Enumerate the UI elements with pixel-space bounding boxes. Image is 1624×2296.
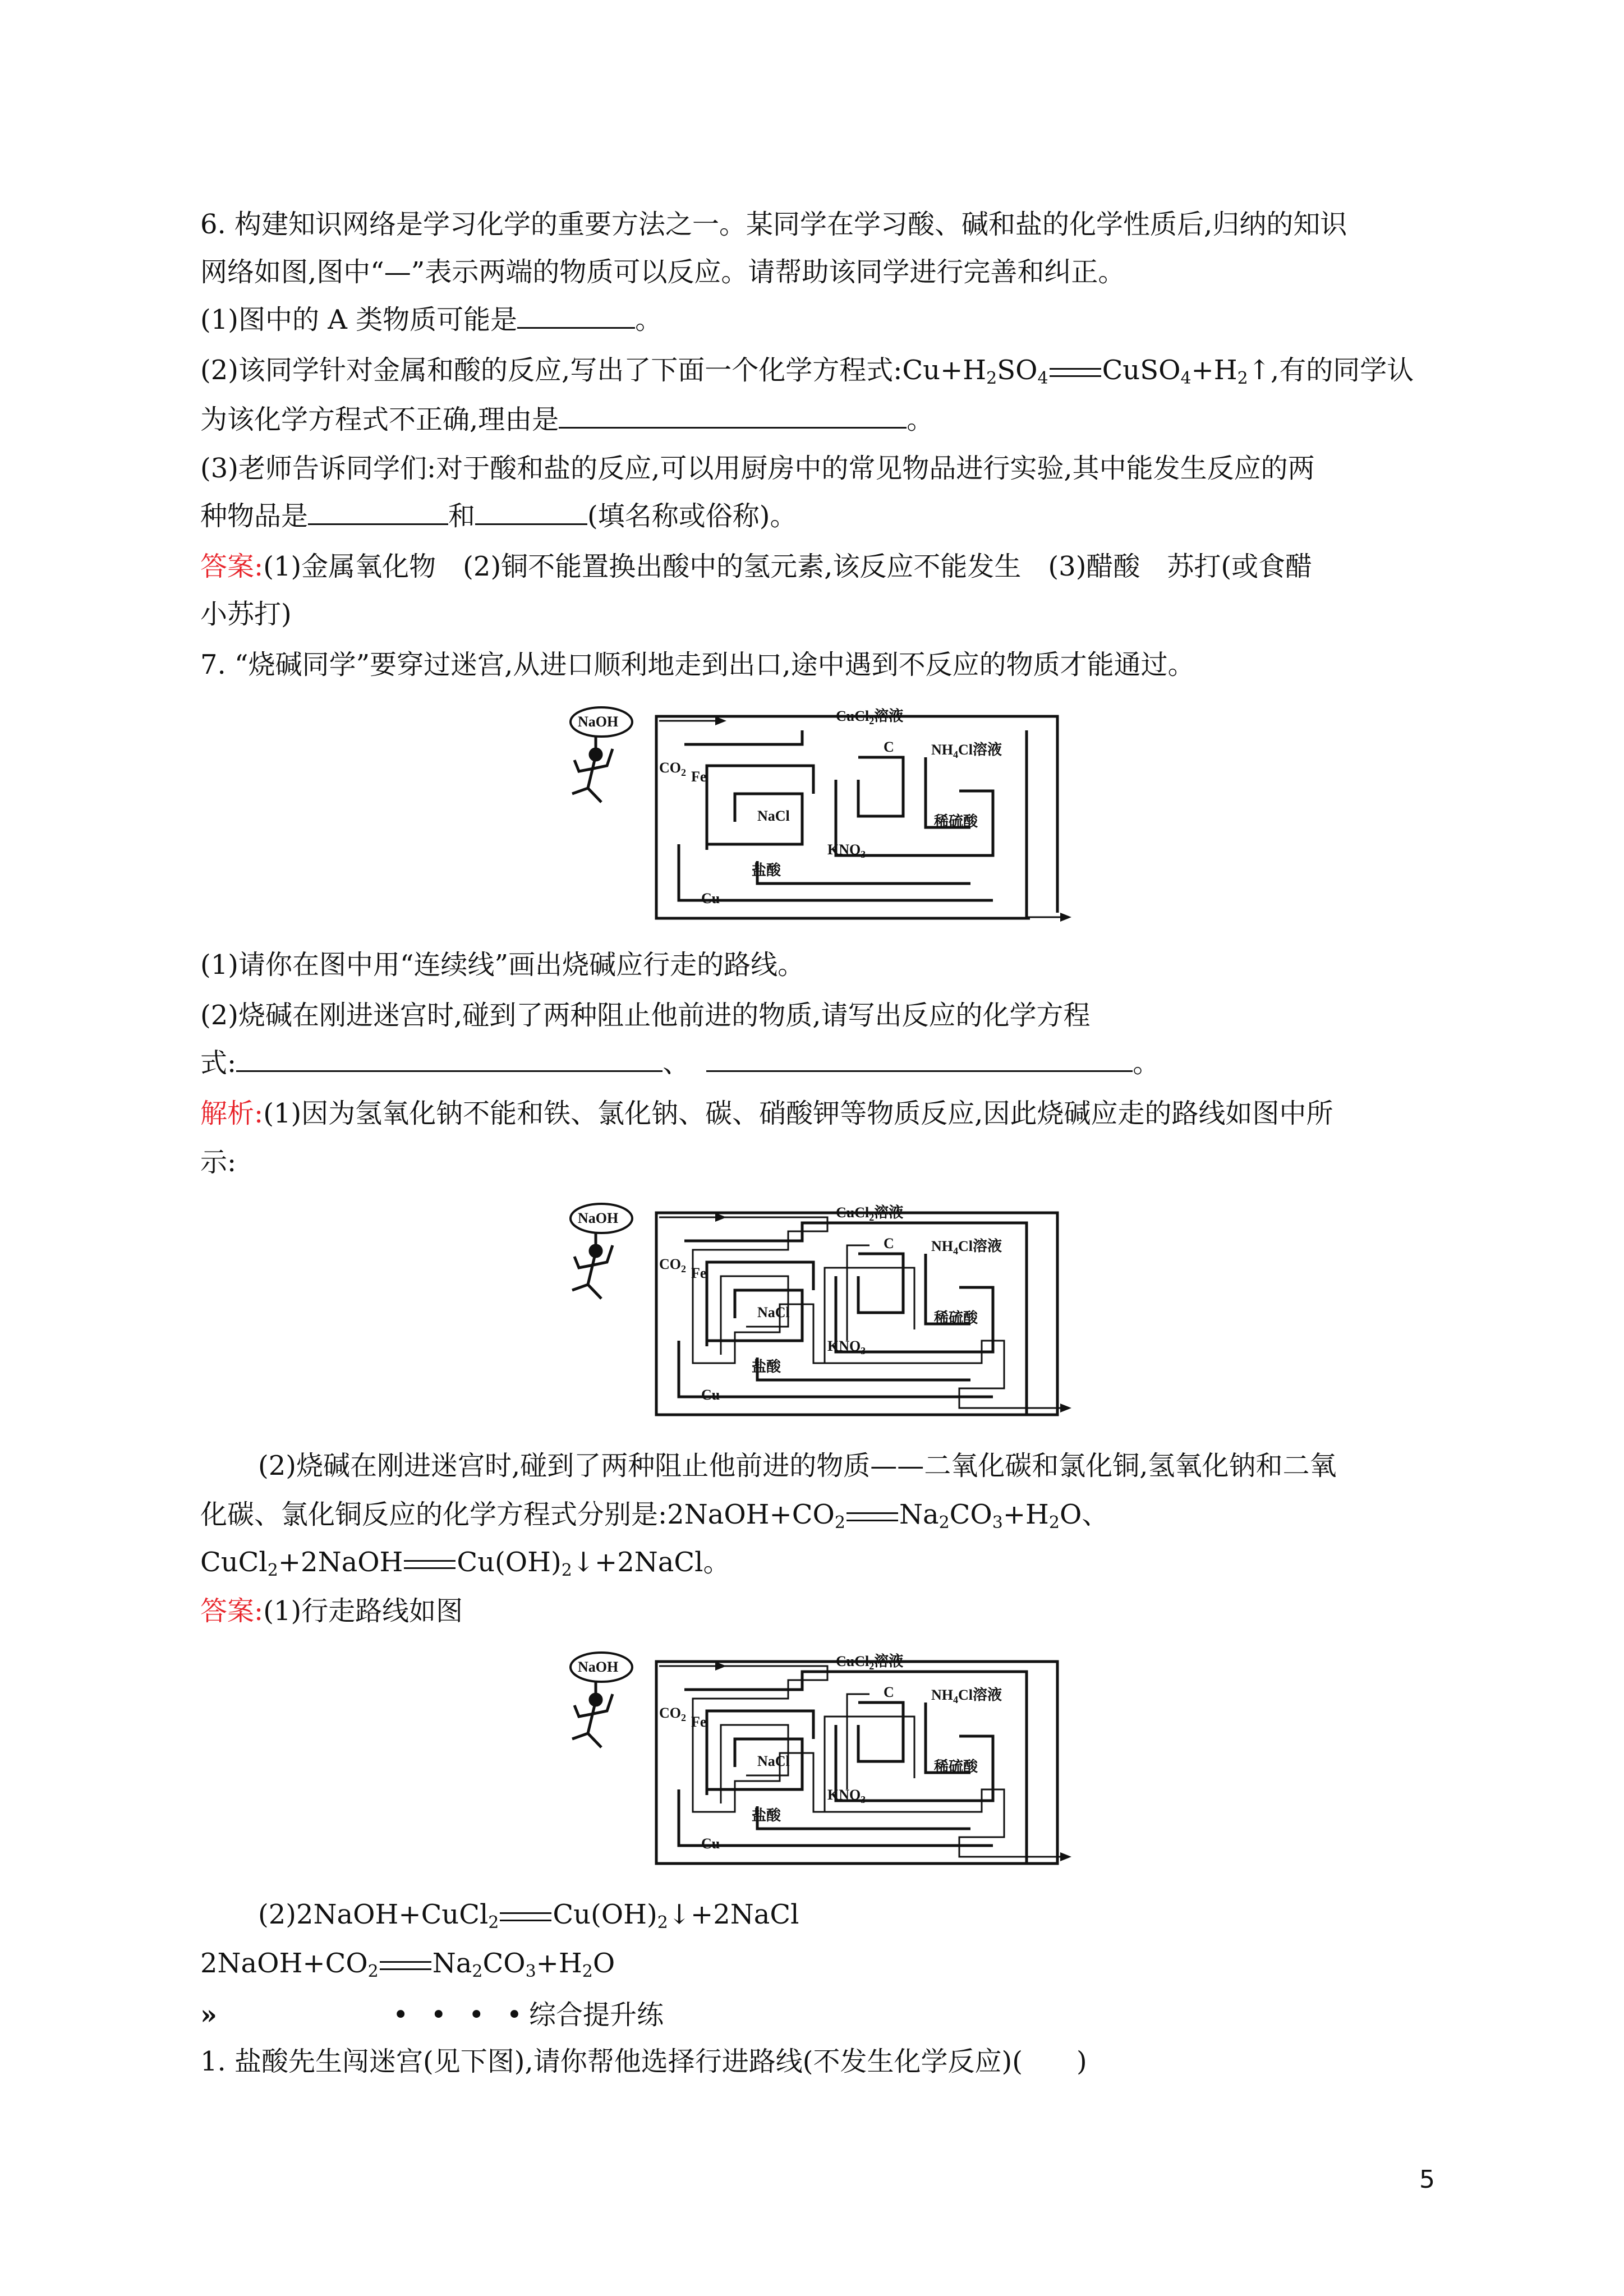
equals-sign: [404, 1560, 456, 1569]
answer-blank[interactable]: [308, 501, 448, 525]
maze-label-hcl: 盐酸: [752, 1807, 781, 1824]
subscript: 2: [367, 1962, 379, 1981]
q6-part-1: [200, 303, 1434, 337]
subscript: 2: [472, 1962, 483, 1981]
q7-analysis-line-3: (2)烧碱在刚进迷宫时,碰到了两种阻止他前进的物质——二氧化碳和氯化铜,氢氧化钠和二氧: [258, 1450, 1337, 1481]
formula-part: Cu(OH): [553, 1899, 657, 1930]
formula-part: ↓+2NaCl。: [572, 1547, 730, 1578]
maze-label-nacl: NaCl: [757, 1753, 790, 1769]
q6-part-2-line-2: [200, 403, 1434, 436]
formula-part: ↓+2NaCl: [668, 1899, 799, 1930]
formula-part: Na: [899, 1499, 939, 1530]
subscript: 2: [834, 1513, 845, 1533]
q6-part-2-text: (2)该同学针对金属和酸的反应,写出了下面一个化学方程式:Cu+H: [200, 355, 987, 386]
formula-part: 2NaOH+CO: [200, 1948, 368, 1979]
answer-blank[interactable]: [236, 1048, 663, 1072]
subscript: 3: [992, 1513, 1003, 1533]
maze-label-c: C: [884, 739, 894, 755]
analysis-label: 解析:: [200, 1098, 264, 1129]
maze-label-cucl2: CuCl$_2$溶液: [836, 1653, 904, 1672]
q7-analysis-line-4: [200, 1498, 1434, 1531]
q7-stem: 7. “烧碱同学”要穿过迷宫,从进口顺利地走到出口,途中遇到不反应的物质才能通过。: [200, 649, 1195, 680]
q7-analysis-line-2: 示:: [200, 1147, 237, 1178]
q6-part-3-text: 种物品是: [200, 500, 309, 532]
maze-label-nacl: NaCl: [757, 808, 790, 824]
q6-part-3-line-2: [200, 499, 1434, 533]
maze-label-h2so4: 稀硫酸: [934, 1310, 978, 1326]
answer-blank[interactable]: [559, 404, 907, 429]
maze-label-kno3: $KNO_3$: [827, 1338, 866, 1356]
answer-blank[interactable]: [706, 1048, 1133, 1072]
maze-diagram-1: [567, 704, 1071, 923]
equals-sign: [500, 1912, 551, 1921]
subscript: 2: [1237, 369, 1248, 388]
equals-sign: [1050, 368, 1101, 377]
q6-answer-line-2: 小苏打): [200, 599, 292, 630]
maze-label-cucl2: CuCl$_2$溶液: [836, 708, 904, 726]
formula-part: Cu(OH): [457, 1547, 562, 1578]
q6-part-1-end: 。: [635, 304, 663, 335]
q6-part-1-text: (1)图中的 A 类物质可能是: [200, 304, 518, 335]
q6-part-3-line-1: (3)老师告诉同学们:对于酸和盐的反应,可以用厨房中的常见物品进行实验,其中能发生反应的两: [200, 453, 1315, 484]
maze-label-c: C: [884, 1684, 894, 1700]
maze-label-fe: Fe: [691, 1714, 707, 1730]
maze-label-nh4cl: $NH_4Cl$溶液: [931, 1238, 1002, 1257]
q1-stem: 1. 盐酸先生闯迷宫(见下图),请你帮他选择行进路线(不发生化学反应)( ): [200, 2046, 1087, 2077]
q6-answer-text: (1)金属氧化物 (2)铜不能置换出酸中的氢元素,该反应不能发生 (3)醋酸 苏打(或食醋: [263, 551, 1313, 582]
maze-label-co2: $CO_2$: [659, 1256, 686, 1274]
equals-sign: [846, 1512, 898, 1521]
section-dots: [393, 1998, 664, 2032]
answer-label: 答案:: [200, 551, 264, 582]
maze-label-cu: Cu: [701, 1835, 720, 1852]
section-dots-text: • • • •: [393, 1999, 530, 2031]
formula-part: O: [592, 1948, 615, 1979]
q6-part-2-line-1: [200, 353, 1434, 387]
formula-part: +H: [1191, 355, 1237, 386]
maze-label-cucl2: CuCl$_2$溶液: [836, 1204, 904, 1223]
maze-label-naoh: NaOH: [578, 714, 619, 730]
q7-part-2-end: 。: [1133, 1047, 1160, 1079]
q7-part-2-line-2: [200, 1046, 1434, 1080]
formula-part: +H: [536, 1948, 582, 1979]
q7-part-2-line-1: (2)烧碱在刚进迷宫时,碰到了两种阻止他前进的物质,请写出反应的化学方程: [200, 1000, 1091, 1031]
maze-label-cu: Cu: [701, 890, 720, 907]
formula-part: CuSO: [1102, 355, 1181, 386]
page-number: 5: [1419, 2165, 1435, 2194]
subscript: 2: [488, 1913, 499, 1932]
formula-part: +2NaOH: [278, 1547, 403, 1578]
q6-answer-line-1: [200, 550, 1434, 583]
subscript: 3: [525, 1962, 536, 1981]
formula-part: CO: [949, 1499, 992, 1530]
maze-label-co2: $CO_2$: [659, 760, 686, 778]
q6-part-3-and: 和: [448, 500, 476, 532]
formula-part: O、: [1060, 1499, 1109, 1530]
q7-answer-line-1: [200, 1594, 1434, 1628]
answer-label: 答案:: [200, 1595, 264, 1627]
q7-part-1: (1)请你在图中用“连续线”画出烧碱应行走的路线。: [200, 949, 805, 981]
formula-part: (2)2NaOH+CuCl: [258, 1899, 489, 1930]
maze-label-fe: Fe: [691, 769, 707, 785]
answer-blank[interactable]: [475, 501, 587, 525]
equals-sign: [380, 1961, 431, 1970]
section-double-chevron-icon: »: [200, 1999, 217, 2031]
subscript: 2: [1048, 1513, 1060, 1533]
subscript: 2: [561, 1561, 572, 1580]
q7-analysis-text: (1)因为氢氧化钠不能和铁、氯化钠、碳、硝酸钾等物质反应,因此烧碱应走的路线如图中所: [263, 1098, 1333, 1129]
maze-label-c: C: [884, 1235, 894, 1251]
answer-blank[interactable]: [517, 305, 635, 329]
q6-stem-line-1: 6. 构建知识网络是学习化学的重要方法之一。某同学在学习酸、碱和盐的化学性质后,归纳的知识: [200, 209, 1347, 240]
maze-label-nacl: NaCl: [757, 1304, 790, 1320]
q7-answer-line-3: [200, 1947, 1434, 1980]
q7-analysis-line-5: [200, 1545, 1434, 1579]
q7-answer-text: (1)行走路线如图: [263, 1595, 463, 1627]
section-title: 综合提升练: [529, 1999, 664, 2031]
maze-label-kno3: $KNO_3$: [827, 841, 866, 860]
subscript: 4: [1180, 369, 1191, 388]
maze-label-h2so4: 稀硫酸: [934, 1759, 978, 1775]
maze-diagram-3: [567, 1649, 1071, 1868]
q6-part-2-reason-text: 为该化学方程式不正确,理由是: [200, 404, 559, 435]
q6-part-2-tail: ↑,有的同学认: [1248, 355, 1414, 386]
q7-answer-line-2: [258, 1898, 1492, 1931]
q7-part-2-text: 式:: [200, 1047, 237, 1079]
subscript: 4: [1037, 369, 1048, 388]
maze-label-h2so4: 稀硫酸: [934, 813, 978, 830]
subscript: 2: [938, 1513, 950, 1533]
formula-part: 化碳、氯化铜反应的化学方程式分别是:2NaOH+CO: [200, 1499, 835, 1530]
formula-part: CO: [482, 1948, 526, 1979]
subscript: 2: [267, 1561, 278, 1580]
q6-stem-line-2: 网络如图,图中“—”表示两端的物质可以反应。请帮助该同学进行完善和纠正。: [200, 256, 1125, 288]
q6-part-3-end: (填名称或俗称)。: [587, 500, 797, 532]
q7-part-2-sep: 、: [663, 1047, 690, 1079]
subscript: 2: [986, 369, 997, 388]
formula-part: Na: [432, 1948, 472, 1979]
maze-label-kno3: $KNO_3$: [827, 1787, 866, 1805]
maze-label-co2: $CO_2$: [659, 1705, 686, 1723]
maze-label-naoh: NaOH: [578, 1659, 619, 1675]
q7-analysis-line-1: [200, 1097, 1434, 1130]
subscript: 2: [657, 1913, 668, 1932]
formula-part: CuCl: [200, 1547, 268, 1578]
formula-part: SO: [997, 355, 1038, 386]
formula-part: +H: [1002, 1499, 1049, 1530]
maze-label-nh4cl: $NH_4Cl$溶液: [931, 1687, 1002, 1705]
maze-label-fe: Fe: [691, 1265, 707, 1281]
maze-label-hcl: 盐酸: [752, 1359, 781, 1375]
maze-diagram-2: [567, 1200, 1071, 1419]
maze-label-cu: Cu: [701, 1387, 720, 1403]
q6-part-2-end: 。: [907, 404, 934, 435]
maze-label-hcl: 盐酸: [752, 862, 781, 878]
subscript: 2: [582, 1962, 593, 1981]
maze-label-nh4cl: $NH_4Cl$溶液: [931, 742, 1002, 760]
maze-label-naoh: NaOH: [578, 1210, 619, 1226]
